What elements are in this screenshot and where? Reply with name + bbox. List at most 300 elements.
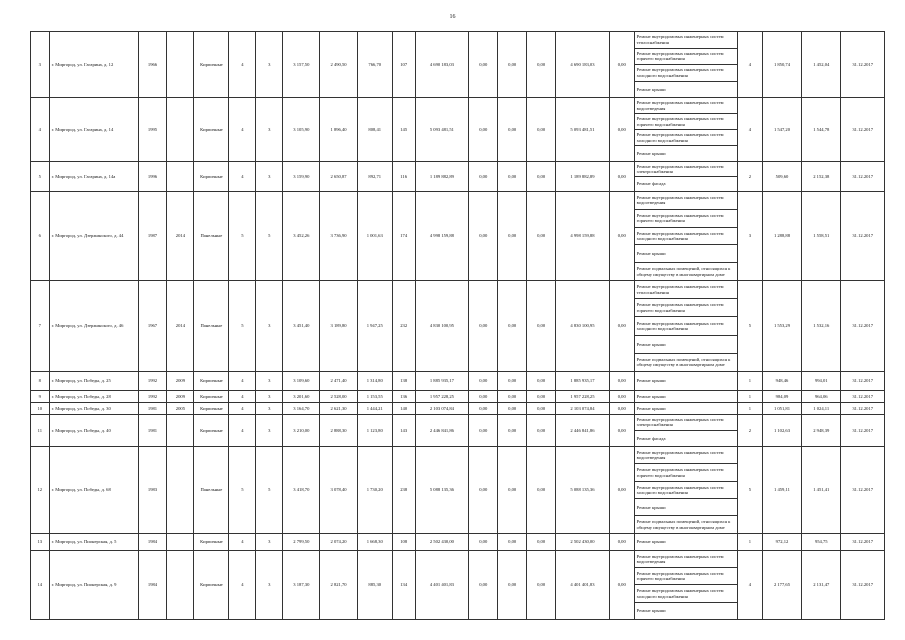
table-row	[31, 550, 885, 567]
a3-cell: 1 730,20	[357, 446, 392, 533]
ent-cell: 5	[256, 446, 283, 533]
addr-cell: г. Миргород, ул. Победы, д. 68	[49, 446, 138, 533]
rec-cell	[167, 98, 194, 162]
rec-cell	[167, 32, 194, 98]
work-type-cell: Ремонт крыши	[634, 335, 737, 353]
c5-cell: 0,00	[609, 192, 634, 281]
ent-cell: 3	[256, 98, 283, 162]
c4-cell: 5 093 481,51	[556, 98, 610, 162]
c1-cell: 0,00	[469, 371, 498, 390]
addr-cell: г. Миргород, ул. Победы, д. 28	[49, 390, 138, 402]
c5-cell: 0,00	[609, 402, 634, 414]
table-row	[31, 371, 885, 390]
work-type-cell: Ремонт внутридомовых инженерных систем электроснабжения	[634, 414, 737, 430]
p2-cell: 1 532,16	[802, 280, 841, 371]
table-row	[31, 402, 885, 414]
rec-cell	[167, 446, 194, 533]
table-row	[31, 280, 885, 298]
wc-cell: 5	[738, 446, 763, 533]
wall-cell: Кирпичные	[194, 371, 229, 390]
date-cell: 31.12.2017	[841, 390, 885, 402]
c5-cell: 0,00	[609, 414, 634, 446]
c5-cell: 0,00	[609, 98, 634, 162]
addr-cell: г. Миргород, ул. Победы, д. 40	[49, 414, 138, 446]
c5-cell: 0,00	[609, 550, 634, 619]
p2-cell: 1 451,41	[802, 446, 841, 533]
work-type-cell: Ремонт внутридомовых инженерных систем электроснабжения	[634, 162, 737, 177]
wall-cell: Кирпичные	[194, 390, 229, 402]
c3-cell: 0,00	[527, 533, 556, 550]
work-type-cell: Ремонт крыши	[634, 81, 737, 98]
fl-cell: 4	[229, 390, 256, 402]
c4-cell: 2 502 430,00	[556, 533, 610, 550]
c4-cell: 1 189 882,89	[556, 162, 610, 192]
work-type-cell: Ремонт крыши	[634, 402, 737, 414]
fl-cell: 4	[229, 550, 256, 619]
p2-cell: 1 452,04	[802, 32, 841, 98]
a3-cell: 1 001,63	[357, 192, 392, 281]
p2-cell: 964,06	[802, 390, 841, 402]
c2-cell: 0,00	[498, 402, 527, 414]
cost-cell: 1 885 935,17	[415, 371, 469, 390]
c2-cell: 0,00	[498, 192, 527, 281]
work-type-cell: Ремонт внутридомовых инженерных систем теплоснабжения	[634, 280, 737, 298]
c1-cell: 0,00	[469, 32, 498, 98]
year-cell: 1981	[138, 414, 167, 446]
work-type-cell: Ремонт внутридомовых инженерных систем холодного водоснабжения	[634, 481, 737, 498]
c4-cell: 1 957 228,25	[556, 390, 610, 402]
c1-cell: 0,00	[469, 446, 498, 533]
c1-cell: 0,00	[469, 192, 498, 281]
a2-cell: 2 621,30	[320, 402, 357, 414]
c2-cell: 0,00	[498, 414, 527, 446]
a1-cell: 3 201,60	[283, 390, 320, 402]
work-type-cell: Ремонт подвальных помещений, относящихся к общему имуществу в многоквартирном доме	[634, 516, 737, 533]
wall-cell: Панельные	[194, 446, 229, 533]
n-cell: 4	[31, 98, 50, 162]
c3-cell: 0,00	[527, 192, 556, 281]
c4-cell: 4 830 100,95	[556, 280, 610, 371]
a3-cell: 1 314,80	[357, 371, 392, 390]
c2-cell: 0,00	[498, 280, 527, 371]
rec-cell: 2014	[167, 280, 194, 371]
wall-cell: Кирпичные	[194, 162, 229, 192]
table-row	[31, 390, 885, 402]
c5-cell: 0,00	[609, 533, 634, 550]
a2-cell: 2 528,00	[320, 390, 357, 402]
a2-cell: 3 078,40	[320, 446, 357, 533]
a3-cell: 808,41	[357, 98, 392, 162]
n-cell: 14	[31, 550, 50, 619]
date-cell: 31.12.2017	[841, 32, 885, 98]
work-type-cell: Ремонт крыши	[634, 146, 737, 162]
cost-cell: 4 998 159,88	[415, 192, 469, 281]
res-cell: 232	[392, 280, 415, 371]
p2-cell: 1 024,11	[802, 402, 841, 414]
wall-cell: Кирпичные	[194, 414, 229, 446]
a1-cell: 2 799,50	[283, 533, 320, 550]
work-type-cell: Ремонт внутридомовых инженерных систем горячего водоснабжения	[634, 114, 737, 130]
date-cell: 31.12.2017	[841, 162, 885, 192]
p1-cell: 509,60	[762, 162, 801, 192]
year-cell: 1996	[138, 162, 167, 192]
p2-cell: 2 948,39	[802, 414, 841, 446]
rec-cell: 2014	[167, 192, 194, 281]
a3-cell: 1 668,30	[357, 533, 392, 550]
a2-cell: 2 471,40	[320, 371, 357, 390]
wall-cell: Панельные	[194, 280, 229, 371]
wc-cell: 1	[738, 402, 763, 414]
fl-cell: 4	[229, 32, 256, 98]
fl-cell: 4	[229, 533, 256, 550]
c2-cell: 0,00	[498, 162, 527, 192]
c1-cell: 0,00	[469, 414, 498, 446]
n-cell: 5	[31, 162, 50, 192]
year-cell: 1987	[138, 192, 167, 281]
fl-cell: 4	[229, 402, 256, 414]
p2-cell: 2 131,47	[802, 550, 841, 619]
work-type-cell: Ремонт внутридомовых инженерных систем горячего водоснабжения	[634, 464, 737, 481]
rec-cell	[167, 162, 194, 192]
cost-cell: 2 103 074,84	[415, 402, 469, 414]
fl-cell: 5	[229, 192, 256, 281]
p1-cell: 984,09	[762, 390, 801, 402]
res-cell: 140	[392, 402, 415, 414]
wc-cell: 1	[738, 390, 763, 402]
wall-cell: Кирпичные	[194, 402, 229, 414]
a2-cell: 2 821,70	[320, 550, 357, 619]
date-cell: 31.12.2017	[841, 550, 885, 619]
p2-cell: 1 544,78	[802, 98, 841, 162]
addr-cell: г. Миргород, ул. Дзержинского, д. 46	[49, 280, 138, 371]
wc-cell: 3	[738, 192, 763, 281]
cost-cell: 5 093 481,51	[415, 98, 469, 162]
c2-cell: 0,00	[498, 98, 527, 162]
wc-cell: 4	[738, 98, 763, 162]
a1-cell: 3 164,70	[283, 402, 320, 414]
work-type-cell: Ремонт крыши	[634, 533, 737, 550]
work-type-cell: Ремонт внутридомовых инженерных систем водоотведения	[634, 446, 737, 463]
wall-cell: Кирпичные	[194, 32, 229, 98]
fl-cell: 5	[229, 280, 256, 371]
c4-cell: 2 446 841,86	[556, 414, 610, 446]
c4-cell: 4 401 401,83	[556, 550, 610, 619]
fl-cell: 4	[229, 371, 256, 390]
ent-cell: 3	[256, 414, 283, 446]
res-cell: 108	[392, 533, 415, 550]
wc-cell: 1	[738, 533, 763, 550]
addr-cell: г. Миргород, ул. Дзержинского, д. 44	[49, 192, 138, 281]
work-type-cell: Ремонт внутридомовых инженерных систем горячего водоснабжения	[634, 48, 737, 65]
res-cell: 136	[392, 390, 415, 402]
work-type-cell: Ремонт крыши	[634, 390, 737, 402]
work-type-cell: Ремонт внутридомовых инженерных систем водоотведения	[634, 98, 737, 114]
rec-cell	[167, 414, 194, 446]
a2-cell: 3 736,90	[320, 192, 357, 281]
work-type-cell: Ремонт крыши	[634, 245, 737, 263]
c4-cell: 4 690 183,03	[556, 32, 610, 98]
rec-cell: 2005	[167, 402, 194, 414]
date-cell: 31.12.2017	[841, 98, 885, 162]
c5-cell: 0,00	[609, 371, 634, 390]
c2-cell: 0,00	[498, 533, 527, 550]
c1-cell: 0,00	[469, 162, 498, 192]
c3-cell: 0,00	[527, 414, 556, 446]
p1-cell: 948,46	[762, 371, 801, 390]
date-cell: 31.12.2017	[841, 280, 885, 371]
c5-cell: 0,00	[609, 280, 634, 371]
p1-cell: 2 177,65	[762, 550, 801, 619]
table-row	[31, 98, 885, 114]
p1-cell: 1 288,88	[762, 192, 801, 281]
res-cell: 143	[392, 414, 415, 446]
n-cell: 8	[31, 371, 50, 390]
p2-cell: 1 558,51	[802, 192, 841, 281]
p1-cell: 1 051,81	[762, 402, 801, 414]
p1-cell: 972,12	[762, 533, 801, 550]
work-type-cell: Ремонт подвальных помещений, относящихся к общему имуществу в многоквартирном доме	[634, 263, 737, 281]
year-cell: 1983	[138, 446, 167, 533]
work-type-cell: Ремонт внутридомовых инженерных систем водоотведения	[634, 192, 737, 210]
ent-cell: 5	[256, 192, 283, 281]
c3-cell: 0,00	[527, 550, 556, 619]
cost-cell: 1 189 882,89	[415, 162, 469, 192]
ent-cell: 3	[256, 390, 283, 402]
table-body	[31, 32, 885, 620]
work-type-cell: Ремонт внутридомовых инженерных систем холодного водоснабжения	[634, 130, 737, 146]
cost-cell: 4 830 100,95	[415, 280, 469, 371]
c2-cell: 0,00	[498, 32, 527, 98]
res-cell: 174	[392, 192, 415, 281]
a3-cell: 1 444,21	[357, 402, 392, 414]
cost-cell: 5 088 135,36	[415, 446, 469, 533]
a1-cell: 3 187,30	[283, 550, 320, 619]
cost-cell: 2 502 430,00	[415, 533, 469, 550]
wc-cell: 5	[738, 280, 763, 371]
addr-cell: г. Миргород, ул. Гагарина, д. 14а	[49, 162, 138, 192]
addr-cell: г. Миргород, ул. Пионерская, д. 5	[49, 533, 138, 550]
year-cell: 1984	[138, 550, 167, 619]
c1-cell: 0,00	[469, 98, 498, 162]
wc-cell: 2	[738, 414, 763, 446]
date-cell: 31.12.2017	[841, 192, 885, 281]
n-cell: 6	[31, 192, 50, 281]
c3-cell: 0,00	[527, 98, 556, 162]
a1-cell: 3 157,50	[283, 32, 320, 98]
a3-cell: 892,71	[357, 162, 392, 192]
wall-cell: Кирпичные	[194, 533, 229, 550]
a1-cell: 3 159,90	[283, 162, 320, 192]
c2-cell: 0,00	[498, 371, 527, 390]
cost-cell: 1 957 228,25	[415, 390, 469, 402]
date-cell: 31.12.2017	[841, 371, 885, 390]
p1-cell: 1 553,29	[762, 280, 801, 371]
date-cell: 31.12.2017	[841, 402, 885, 414]
year-cell: 1981	[138, 402, 167, 414]
ent-cell: 3	[256, 32, 283, 98]
c4-cell: 1 885 935,17	[556, 371, 610, 390]
a1-cell: 3 418,70	[283, 446, 320, 533]
year-cell: 1984	[138, 533, 167, 550]
wall-cell: Панельные	[194, 192, 229, 281]
c5-cell: 0,00	[609, 32, 634, 98]
capital-repair-table	[30, 31, 885, 620]
n-cell: 11	[31, 414, 50, 446]
p1-cell: 1 102,63	[762, 414, 801, 446]
a1-cell: 3 210,00	[283, 414, 320, 446]
wc-cell: 1	[738, 371, 763, 390]
c3-cell: 0,00	[527, 390, 556, 402]
work-type-cell: Ремонт внутридомовых инженерных систем горячего водоснабжения	[634, 209, 737, 227]
a1-cell: 3 451,40	[283, 280, 320, 371]
cost-cell: 4 401 401,83	[415, 550, 469, 619]
cost-cell: 2 446 841,86	[415, 414, 469, 446]
ent-cell: 3	[256, 533, 283, 550]
c4-cell: 5 088 135,36	[556, 446, 610, 533]
year-cell: 1967	[138, 280, 167, 371]
c1-cell: 0,00	[469, 533, 498, 550]
table-row	[31, 533, 885, 550]
addr-cell: г. Миргород, ул. Пионерская, д. 9	[49, 550, 138, 619]
page-number: 16	[449, 14, 456, 20]
a3-cell: 885,30	[357, 550, 392, 619]
a1-cell: 3 109,60	[283, 371, 320, 390]
addr-cell: г. Миргород, ул. Победы, д. 30	[49, 402, 138, 414]
res-cell: 134	[392, 550, 415, 619]
rec-cell	[167, 550, 194, 619]
wc-cell: 2	[738, 162, 763, 192]
res-cell: 116	[392, 162, 415, 192]
ent-cell: 3	[256, 280, 283, 371]
year-cell: 1966	[138, 32, 167, 98]
c4-cell: 2 103 074,84	[556, 402, 610, 414]
res-cell: 138	[392, 371, 415, 390]
work-type-cell: Ремонт внутридомовых инженерных систем водоотведения	[634, 550, 737, 567]
c3-cell: 0,00	[527, 402, 556, 414]
rec-cell: 2009	[167, 371, 194, 390]
n-cell: 7	[31, 280, 50, 371]
a2-cell: 2 650,87	[320, 162, 357, 192]
p2-cell: 994,01	[802, 371, 841, 390]
year-cell: 1992	[138, 371, 167, 390]
ent-cell: 3	[256, 402, 283, 414]
c5-cell: 0,00	[609, 446, 634, 533]
work-type-cell: Ремонт внутридомовых инженерных систем холодного водоснабжения	[634, 585, 737, 602]
c3-cell: 0,00	[527, 32, 556, 98]
c1-cell: 0,00	[469, 280, 498, 371]
n-cell: 9	[31, 390, 50, 402]
date-cell: 31.12.2017	[841, 414, 885, 446]
a2-cell: 2 888,30	[320, 414, 357, 446]
c1-cell: 0,00	[469, 390, 498, 402]
a2-cell: 1 896,40	[320, 98, 357, 162]
n-cell: 12	[31, 446, 50, 533]
fl-cell: 4	[229, 414, 256, 446]
p2-cell: 2 152,38	[802, 162, 841, 192]
c3-cell: 0,00	[527, 371, 556, 390]
work-type-cell: Ремонт крыши	[634, 602, 737, 619]
a2-cell: 3 189,80	[320, 280, 357, 371]
year-cell: 1992	[138, 390, 167, 402]
ent-cell: 3	[256, 550, 283, 619]
a2-cell: 2 490,50	[320, 32, 357, 98]
table-row	[31, 192, 885, 210]
rec-cell	[167, 533, 194, 550]
fl-cell: 4	[229, 98, 256, 162]
date-cell: 31.12.2017	[841, 446, 885, 533]
addr-cell: г. Миргород, ул. Гагарина, д. 12	[49, 32, 138, 98]
c2-cell: 0,00	[498, 550, 527, 619]
res-cell: 107	[392, 32, 415, 98]
p2-cell: 954,75	[802, 533, 841, 550]
work-type-cell: Ремонт крыши	[634, 371, 737, 390]
c2-cell: 0,00	[498, 390, 527, 402]
ent-cell: 3	[256, 162, 283, 192]
a1-cell: 3 105,90	[283, 98, 320, 162]
a3-cell: 766,70	[357, 32, 392, 98]
a3-cell: 1 153,55	[357, 390, 392, 402]
c2-cell: 0,00	[498, 446, 527, 533]
addr-cell: г. Миргород, ул. Победы, д. 25	[49, 371, 138, 390]
c4-cell: 4 998 159,88	[556, 192, 610, 281]
work-type-cell: Ремонт внутридомовых инженерных систем горячего водоснабжения	[634, 568, 737, 585]
work-type-cell: Ремонт внутридомовых инженерных систем холодного водоснабжения	[634, 317, 737, 335]
work-type-cell: Ремонт подвальных помещений, относящихся к общему имуществу в многоквартирном доме	[634, 353, 737, 371]
year-cell: 1995	[138, 98, 167, 162]
c3-cell: 0,00	[527, 280, 556, 371]
p1-cell: 1 459,11	[762, 446, 801, 533]
fl-cell: 5	[229, 446, 256, 533]
wc-cell: 4	[738, 32, 763, 98]
p1-cell: 1 547,20	[762, 98, 801, 162]
work-type-cell: Ремонт внутридомовых инженерных систем холодного водоснабжения	[634, 227, 737, 245]
a3-cell: 1 947,25	[357, 280, 392, 371]
c1-cell: 0,00	[469, 550, 498, 619]
c5-cell: 0,00	[609, 390, 634, 402]
ent-cell: 3	[256, 371, 283, 390]
a2-cell: 2 074,20	[320, 533, 357, 550]
c5-cell: 0,00	[609, 162, 634, 192]
work-type-cell: Ремонт крыши	[634, 499, 737, 516]
table-row	[31, 446, 885, 463]
cost-cell: 4 690 183,03	[415, 32, 469, 98]
p1-cell: 1 850,74	[762, 32, 801, 98]
wall-cell: Кирпичные	[194, 550, 229, 619]
work-type-cell: Ремонт внутридомовых инженерных систем холодного водоснабжения	[634, 65, 737, 82]
c1-cell: 0,00	[469, 402, 498, 414]
a1-cell: 3 452,26	[283, 192, 320, 281]
n-cell: 13	[31, 533, 50, 550]
table-row	[31, 414, 885, 430]
table-row	[31, 32, 885, 49]
wall-cell: Кирпичные	[194, 98, 229, 162]
addr-cell: г. Миргород, ул. Гагарина, д. 14	[49, 98, 138, 162]
table-row	[31, 162, 885, 177]
work-type-cell: Ремонт фасада	[634, 430, 737, 446]
res-cell: 145	[392, 98, 415, 162]
fl-cell: 4	[229, 162, 256, 192]
res-cell: 238	[392, 446, 415, 533]
c3-cell: 0,00	[527, 446, 556, 533]
n-cell: 3	[31, 32, 50, 98]
work-type-cell: Ремонт фасада	[634, 177, 737, 192]
wc-cell: 4	[738, 550, 763, 619]
date-cell: 31.12.2017	[841, 533, 885, 550]
n-cell: 10	[31, 402, 50, 414]
work-type-cell: Ремонт внутридомовых инженерных систем горячего водоснабжения	[634, 299, 737, 317]
a3-cell: 1 123,80	[357, 414, 392, 446]
rec-cell: 2009	[167, 390, 194, 402]
